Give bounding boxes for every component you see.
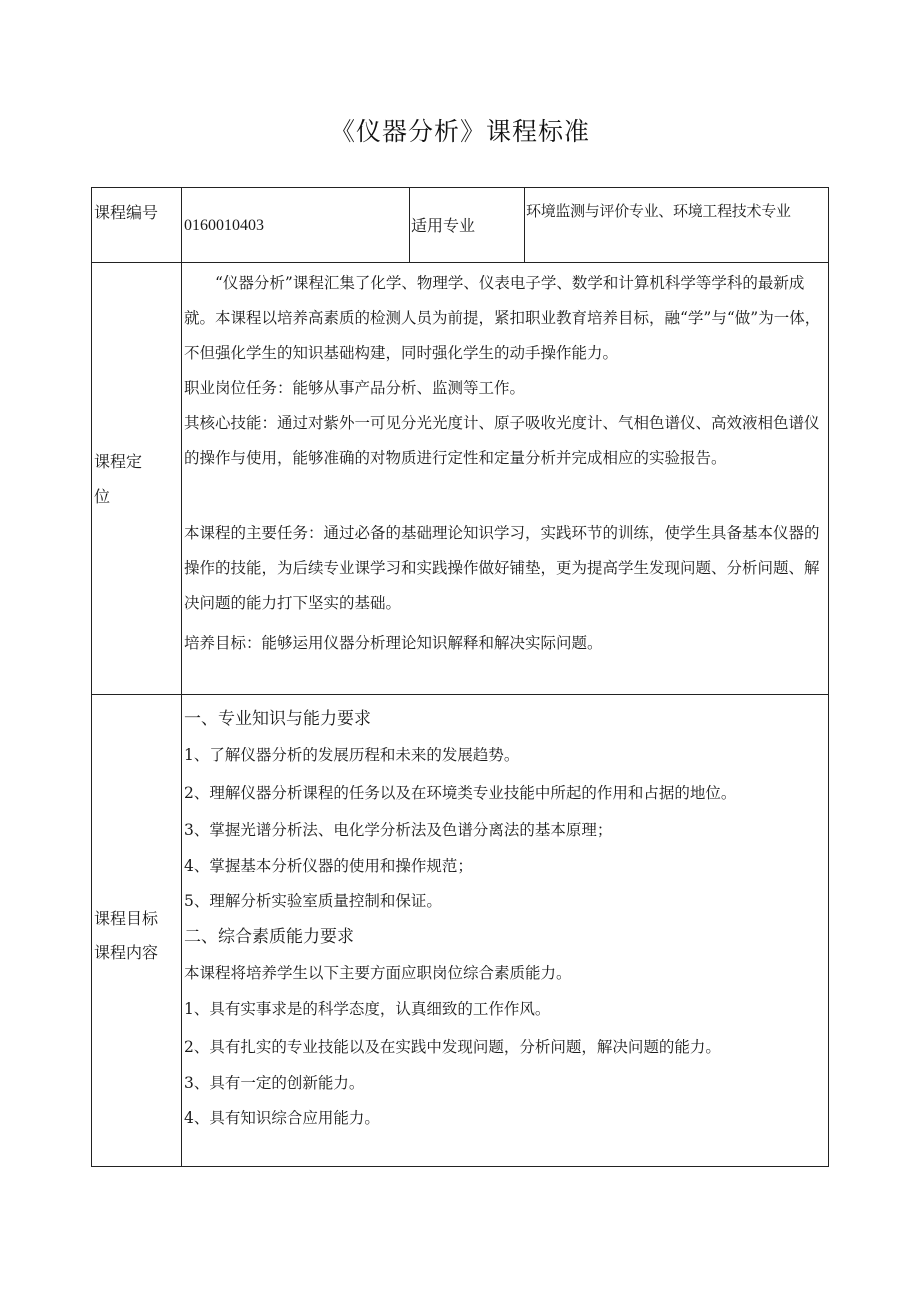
section2-item: 4、具有知识综合应用能力。 — [184, 1109, 380, 1127]
positioning-paragraph-main-tasks: 本课程的主要任务：通过必备的基础理论知识学习，实践环节的训练，使学生具备基本仪器的操作的技能，为后续专业课学习和实践操作做好铺垫，更为提高学生发现问题、分析问题、解决问题的能力打下坚实的基础。 — [184, 524, 820, 612]
table-border-right — [828, 187, 829, 1167]
section2-item: 2、具有扎实的专业技能以及在实践中发现问题，分析问题，解决问题的能力。 — [184, 1038, 721, 1056]
section1-item: 5、理解分析实验室质量控制和保证。 — [184, 892, 442, 910]
table-border-top — [91, 187, 829, 188]
section1-item: 2、理解仪器分析课程的任务以及在环境类专业技能中所起的作用和占据的地位。 — [184, 784, 737, 802]
positioning-paragraph-core-skills: 其核心技能：通过对紫外一可见分光光度计、原子吸收光度计、气相色谱仪、高效液相色谱仪的操作与使用，能够准确的对物质进行定性和定量分析并完成相应的实验报告。 — [184, 414, 820, 467]
positioning-label-line2: 位 — [94, 487, 111, 506]
section2-intro: 本课程将培养学生以下主要方面应职岗位综合素质能力。 — [184, 964, 572, 982]
section2-heading: 二、综合素质能力要求 — [184, 927, 354, 947]
course-code-label: 课程编号 — [94, 203, 159, 222]
table-border-left — [91, 187, 92, 1167]
positioning-paragraph-job-tasks: 职业岗位任务：能够从事产品分析、监测等工作。 — [184, 379, 526, 397]
course-code-value: 0160010403 — [184, 217, 264, 234]
section1-heading: 一、专业知识与能力要求 — [184, 709, 371, 729]
table-divider-2 — [91, 694, 829, 695]
table-divider-1 — [91, 262, 829, 263]
positioning-paragraph-goal: 培养目标：能够运用仪器分析理论知识解释和解决实际问题。 — [184, 634, 603, 652]
table-border-bottom — [91, 1166, 829, 1167]
positioning-label-line1: 课程定 — [94, 452, 143, 471]
section1-item: 4、掌握基本分析仪器的使用和操作规范； — [184, 857, 473, 875]
header-divider-2 — [524, 187, 525, 263]
section2-item: 3、具有一定的创新能力。 — [184, 1074, 365, 1092]
objectives-label-line1: 课程目标 — [94, 909, 159, 928]
section1-item: 3、掌握光谱分析法、电化学分析法及色谱分离法的基本原理； — [184, 821, 613, 839]
applicable-major-label: 适用专业 — [411, 216, 476, 235]
document-title: 《仪器分析》课程标准 — [329, 117, 590, 146]
section2-item: 1、具有实事求是的科学态度，认真细致的工作作风。 — [184, 1000, 551, 1018]
applicable-major-value: 环境监测与评价专业、环境工程技术专业 — [526, 202, 791, 220]
table-column-divider — [181, 187, 182, 1167]
objectives-label-line2: 课程内容 — [94, 943, 159, 962]
positioning-paragraph-intro: “仪器分析”课程汇集了化学、物理学、仪表电子学、数学和计算机科学等学科的最新成就。本课程以培养高素质的检测人员为前提，紧扣职业教育培养目标，融“学”与“做”为一体，不但强化学生的知识基础构建，同时强化学生的动手操作能力。 — [184, 274, 821, 362]
section1-item: 1、了解仪器分析的发展历程和未来的发展趋势。 — [184, 746, 520, 764]
header-divider-1 — [409, 187, 410, 263]
